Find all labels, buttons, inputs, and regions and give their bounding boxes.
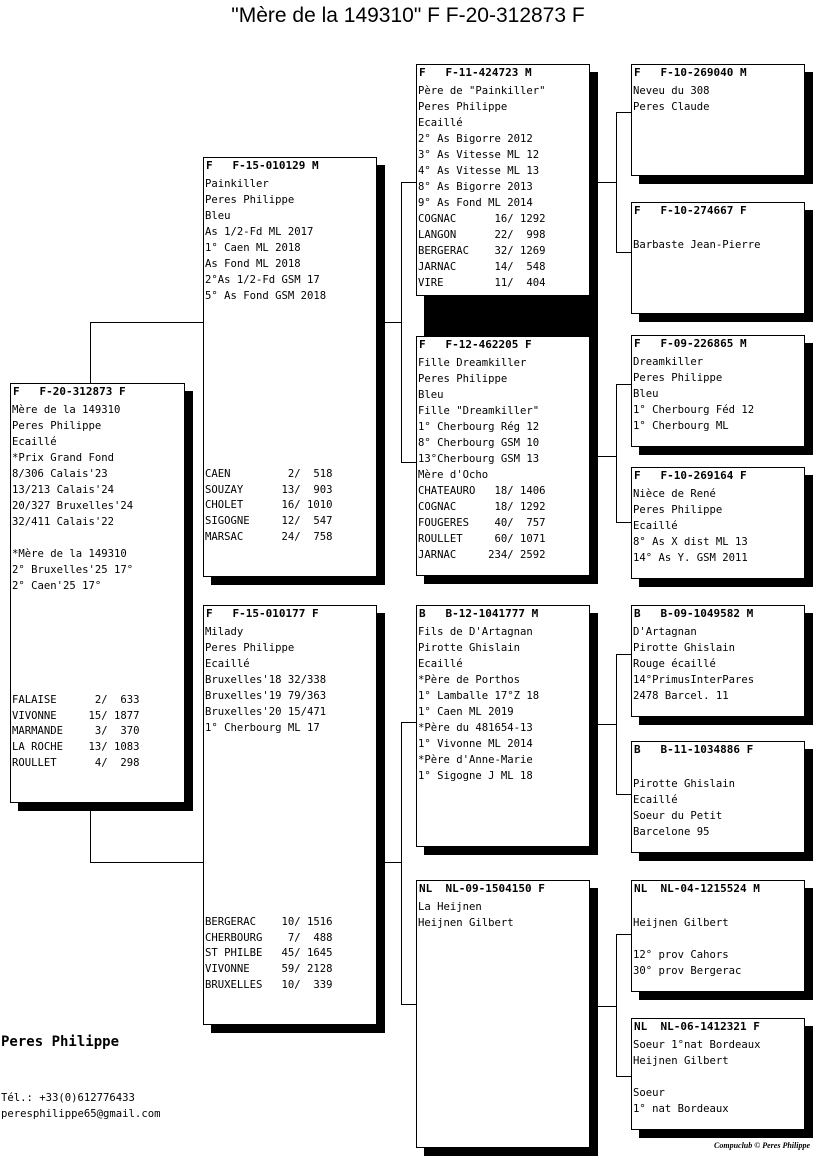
pedigree-line: Heijnen Gilbert [633,917,729,929]
dds-card [631,880,805,992]
pedigree-notes [632,760,804,840]
dam-dam-card [416,880,590,1148]
pedigree-notes [632,354,804,434]
pedigree-notes [417,83,589,291]
connector [616,934,617,1076]
pedigree-line: As 1/2-Fd ML 2017 [205,226,314,238]
pedigree-notes [632,83,804,115]
pedigree-line: Bruxelles'20 15/471 [205,706,327,718]
dss-card [631,605,805,717]
pedigree-line [632,760,804,776]
ring-number: NL NL-09-1504150 F [419,882,545,895]
pedigree-line: Bleu [418,389,444,401]
pedigree-line: LANGON 22/ 998 [418,229,546,241]
connector [401,1004,417,1005]
pedigree-line: *Mère de la 149310 [12,548,127,560]
pedigree-line: La Heijnen [418,901,482,913]
owner-phone: Tél.: +33(0)612776433 [1,1092,135,1104]
pedigree-line [632,221,804,237]
subject-card [10,383,185,803]
pedigree-line: Neveu du 308 [633,85,710,97]
pedigree-line: 3° As Vitesse ML 12 [418,149,540,161]
race-result: SIGOGNE 12/ 547 [205,515,333,528]
pedigree-notes [632,899,804,979]
pedigree-line: Nièce de René [633,488,716,500]
ring-number: B B-09-1049582 M [634,607,754,620]
pedigree-line: Heijnen Gilbert [418,917,514,929]
pedigree-notes [417,355,589,563]
race-result: BRUXELLES 10/ 339 [205,978,333,991]
pedigree-line: Peres Philippe [205,642,295,654]
pedigree-line: 1° Caen ML 2018 [205,242,301,254]
sire-card [203,157,377,577]
pedigree-line: 5° As Fond GSM 2018 [205,290,327,302]
pedigree-line: Rouge écaillé [633,658,716,670]
pedigree-line: D'Artagnan [633,626,697,638]
pedigree-notes [11,402,184,594]
pedigree-line: Barcelone 95 [633,826,710,838]
pedigree-line: 14° As Y. GSM 2011 [633,552,748,564]
pedigree-line: 2° Bruxelles'25 17° [12,564,134,576]
ring-number: F F-20-312873 F [13,385,126,398]
connector [90,322,91,384]
connector [401,322,402,462]
connector [616,654,632,655]
pedigree-line: Bleu [205,210,231,222]
race-result: VIVONNE 15/ 1877 [12,709,140,722]
sire-dam-card [416,336,590,576]
race-result: CHOLET 16/ 1010 [205,499,333,512]
pedigree-line: Pirotte Ghislain [418,642,521,654]
connector [90,862,204,863]
pedigree-line: Ecaillé [418,658,463,670]
pedigree-notes [632,486,804,566]
connector [616,384,632,385]
ring-number: F F-12-462205 F [419,338,532,351]
pedigree-line: *Prix Grand Fond [12,452,115,464]
sss-card [631,64,805,176]
pedigree-line [11,530,184,546]
pedigree-notes [417,899,589,931]
race-result: MARSAC 24/ 758 [205,530,333,543]
pedigree-line: 1° Cherbourg Rég 12 [418,421,540,433]
connector [401,722,402,862]
pedigree-notes [417,624,589,784]
ring-number: F F-11-424723 M [419,66,532,79]
ring-number: F F-10-269164 F [634,469,747,482]
pedigree-line [632,1069,804,1085]
owner-name: Peres Philippe [1,1034,120,1050]
pedigree-line: 12° prov Cahors [633,949,729,961]
pedigree-line: Peres Philippe [633,372,723,384]
pedigree-line: *Père d'Anne-Marie [418,754,533,766]
race-results [11,693,184,772]
pedigree-line: COGNAC 18/ 1292 [418,501,546,513]
connector [616,112,617,252]
connector [616,252,632,253]
pedigree-line: Fille "Dreamkiller" [418,405,540,417]
pedigree-line: Mère de la 149310 [12,404,121,416]
pedigree-line: Bruxelles'19 79/363 [205,690,327,702]
pedigree-line: 1° Caen ML 2019 [418,706,514,718]
pedigree-line: BERGERAC 32/ 1269 [418,245,546,257]
pedigree-line: ROULLET 60/ 1071 [418,533,546,545]
pedigree-line: Ecaillé [12,436,57,448]
pedigree-line: 2°As 1/2-Fd GSM 17 [205,274,320,286]
pedigree-line: 32/411 Calais'22 [12,516,115,528]
pedigree-line: 9° As Fond ML 2014 [418,197,533,209]
pedigree-line: Mère d'Ocho [418,469,489,481]
pedigree-line: Painkiller [205,178,269,190]
race-result: VIVONNE 59/ 2128 [205,963,333,976]
pedigree-line: *Père du 481654-13 [418,722,533,734]
pedigree-line: Dreamkiller [633,356,704,368]
pedigree-line: Ecaillé [633,520,678,532]
race-results [204,467,376,546]
race-result: BERGERAC 10/ 1516 [205,916,333,928]
pedigree-line: JARNAC 234/ 2592 [418,549,546,561]
race-result: ST PHILBE 45/ 1645 [205,947,333,960]
pedigree-line: Soeur du Petit [633,810,723,822]
pedigree-line: Bleu [633,388,659,400]
connector [616,522,632,523]
pedigree-line: Peres Philippe [205,194,295,206]
pedigree-line: As Fond ML 2018 [205,258,301,270]
pedigree-line: CHATEAURO 18/ 1406 [418,485,546,497]
connector [401,722,417,723]
pedigree-line: Ecaillé [205,658,250,670]
pedigree-line: Milady [205,626,244,638]
pedigree-line: Fille Dreamkiller [418,357,527,369]
connector [616,1076,632,1077]
pedigree-line: Père de "Painkiller" [418,85,546,97]
owner-email: peresphilippe65@gmail.com [1,1108,161,1120]
pedigree-line: 2478 Barcel. 11 [633,690,729,702]
race-result: CAEN 2/ 518 [205,468,333,480]
race-result: MARMANDE 3/ 370 [12,725,140,738]
pedigree-line: VIRE 11/ 404 [418,277,546,289]
pedigree-line: Fils de D'Artagnan [418,626,533,638]
pedigree-line: Peres Claude [633,101,710,113]
pedigree-line: 1° Lamballe 17°Z 18 [418,690,540,702]
pedigree-line: *Père de Porthos [418,674,521,686]
pedigree-line: 1° Cherbourg Féd 12 [633,404,755,416]
connector [90,322,204,323]
pedigree-line: 13°Cherbourg GSM 13 [418,453,540,465]
race-results [204,915,376,994]
ssd-card [631,202,805,314]
ring-number: F F-09-226865 M [634,337,747,350]
pedigree-line: Peres Philippe [633,504,723,516]
pedigree-line: 1° Cherbourg ML 17 [205,722,320,734]
pedigree-line: Soeur [633,1087,665,1099]
pedigree-line: 1° Vivonne ML 2014 [418,738,533,750]
pedigree-line: Peres Philippe [418,373,508,385]
dam-sire-card [416,605,590,847]
connector [616,794,632,795]
ring-number: F F-15-010177 F [206,607,319,620]
ring-number: B B-11-1034886 F [634,743,754,756]
pedigree-line: 13/213 Calais'24 [12,484,115,496]
connector [616,384,617,522]
pedigree-line: 4° As Vitesse ML 13 [418,165,540,177]
ring-number: B B-12-1041777 M [419,607,539,620]
race-result: CHERBOURG 7/ 488 [205,931,333,944]
race-result: SOUZAY 13/ 903 [205,483,333,496]
pedigree-line: FOUGERES 40/ 757 [418,517,546,529]
race-result: ROULLET 4/ 298 [12,756,140,769]
footer-credit: Compuclub © Peres Philippe [714,1141,810,1150]
ring-number: NL NL-06-1412321 F [634,1020,760,1033]
pedigree-line: Barbaste Jean-Pierre [633,239,761,251]
pedigree-line [632,931,804,947]
pedigree-line: 1° Sigogne J ML 18 [418,770,533,782]
race-result: LA ROCHE 13/ 1083 [12,741,140,754]
pedigree-line: 1° Cherbourg ML [633,420,729,432]
connector [401,182,402,322]
pedigree-line: 2° Caen'25 17° [12,580,102,592]
ring-number: F F-10-269040 M [634,66,747,79]
race-result: FALAISE 2/ 633 [12,694,140,706]
pedigree-line: Pirotte Ghislain [633,642,736,654]
ring-number: F F-10-274667 F [634,204,747,217]
pedigree-line: 20/327 Bruxelles'24 [12,500,134,512]
pedigree-line: 8° As Bigorre 2013 [418,181,533,193]
pedigree-line: 8/306 Calais'23 [12,468,108,480]
connector [616,654,617,794]
ddd-card [631,1018,805,1130]
pedigree-line: 14°PrimusInterPares [633,674,755,686]
pedigree-line [632,899,804,915]
pedigree-line: 2° As Bigorre 2012 [418,133,533,145]
dsd-card [631,741,805,853]
connector [401,862,402,1004]
pedigree-line: Peres Philippe [418,101,508,113]
connector [401,462,417,463]
page-title: "Mère de la 149310" F F-20-312873 F [231,4,585,27]
sire-sire-card [416,64,590,296]
pedigree-line: 1° nat Bordeaux [633,1103,729,1115]
pedigree-line: 8° As X dist ML 13 [633,536,748,548]
pedigree-notes [204,624,376,736]
pedigree-line: Bruxelles'18 32/338 [205,674,327,686]
pedigree-line: Peres Philippe [12,420,102,432]
connector [401,182,417,183]
pedigree-notes [204,176,376,304]
pedigree-line: Ecaillé [633,794,678,806]
pedigree-line: 8° Cherbourg GSM 10 [418,437,540,449]
pedigree-line: JARNAC 14/ 548 [418,261,546,273]
connector [616,934,632,935]
pedigree-notes [632,1037,804,1117]
pedigree-line: Heijnen Gilbert [633,1055,729,1067]
ring-number: F F-15-010129 M [206,159,319,172]
pedigree-line: Soeur 1°nat Bordeaux [633,1039,761,1051]
pedigree-line: 30° prov Bergerac [633,965,742,977]
ring-number: NL NL-04-1215524 M [634,882,760,895]
pedigree-line: Pirotte Ghislain [633,778,736,790]
dam-card [203,605,377,1025]
connector [616,112,632,113]
pedigree-line: Ecaillé [418,117,463,129]
connector [90,802,91,862]
pedigree-notes [632,624,804,704]
sdd-card [631,467,805,579]
pedigree-notes [632,221,804,253]
sds-card [631,335,805,447]
pedigree-line: COGNAC 16/ 1292 [418,213,546,225]
